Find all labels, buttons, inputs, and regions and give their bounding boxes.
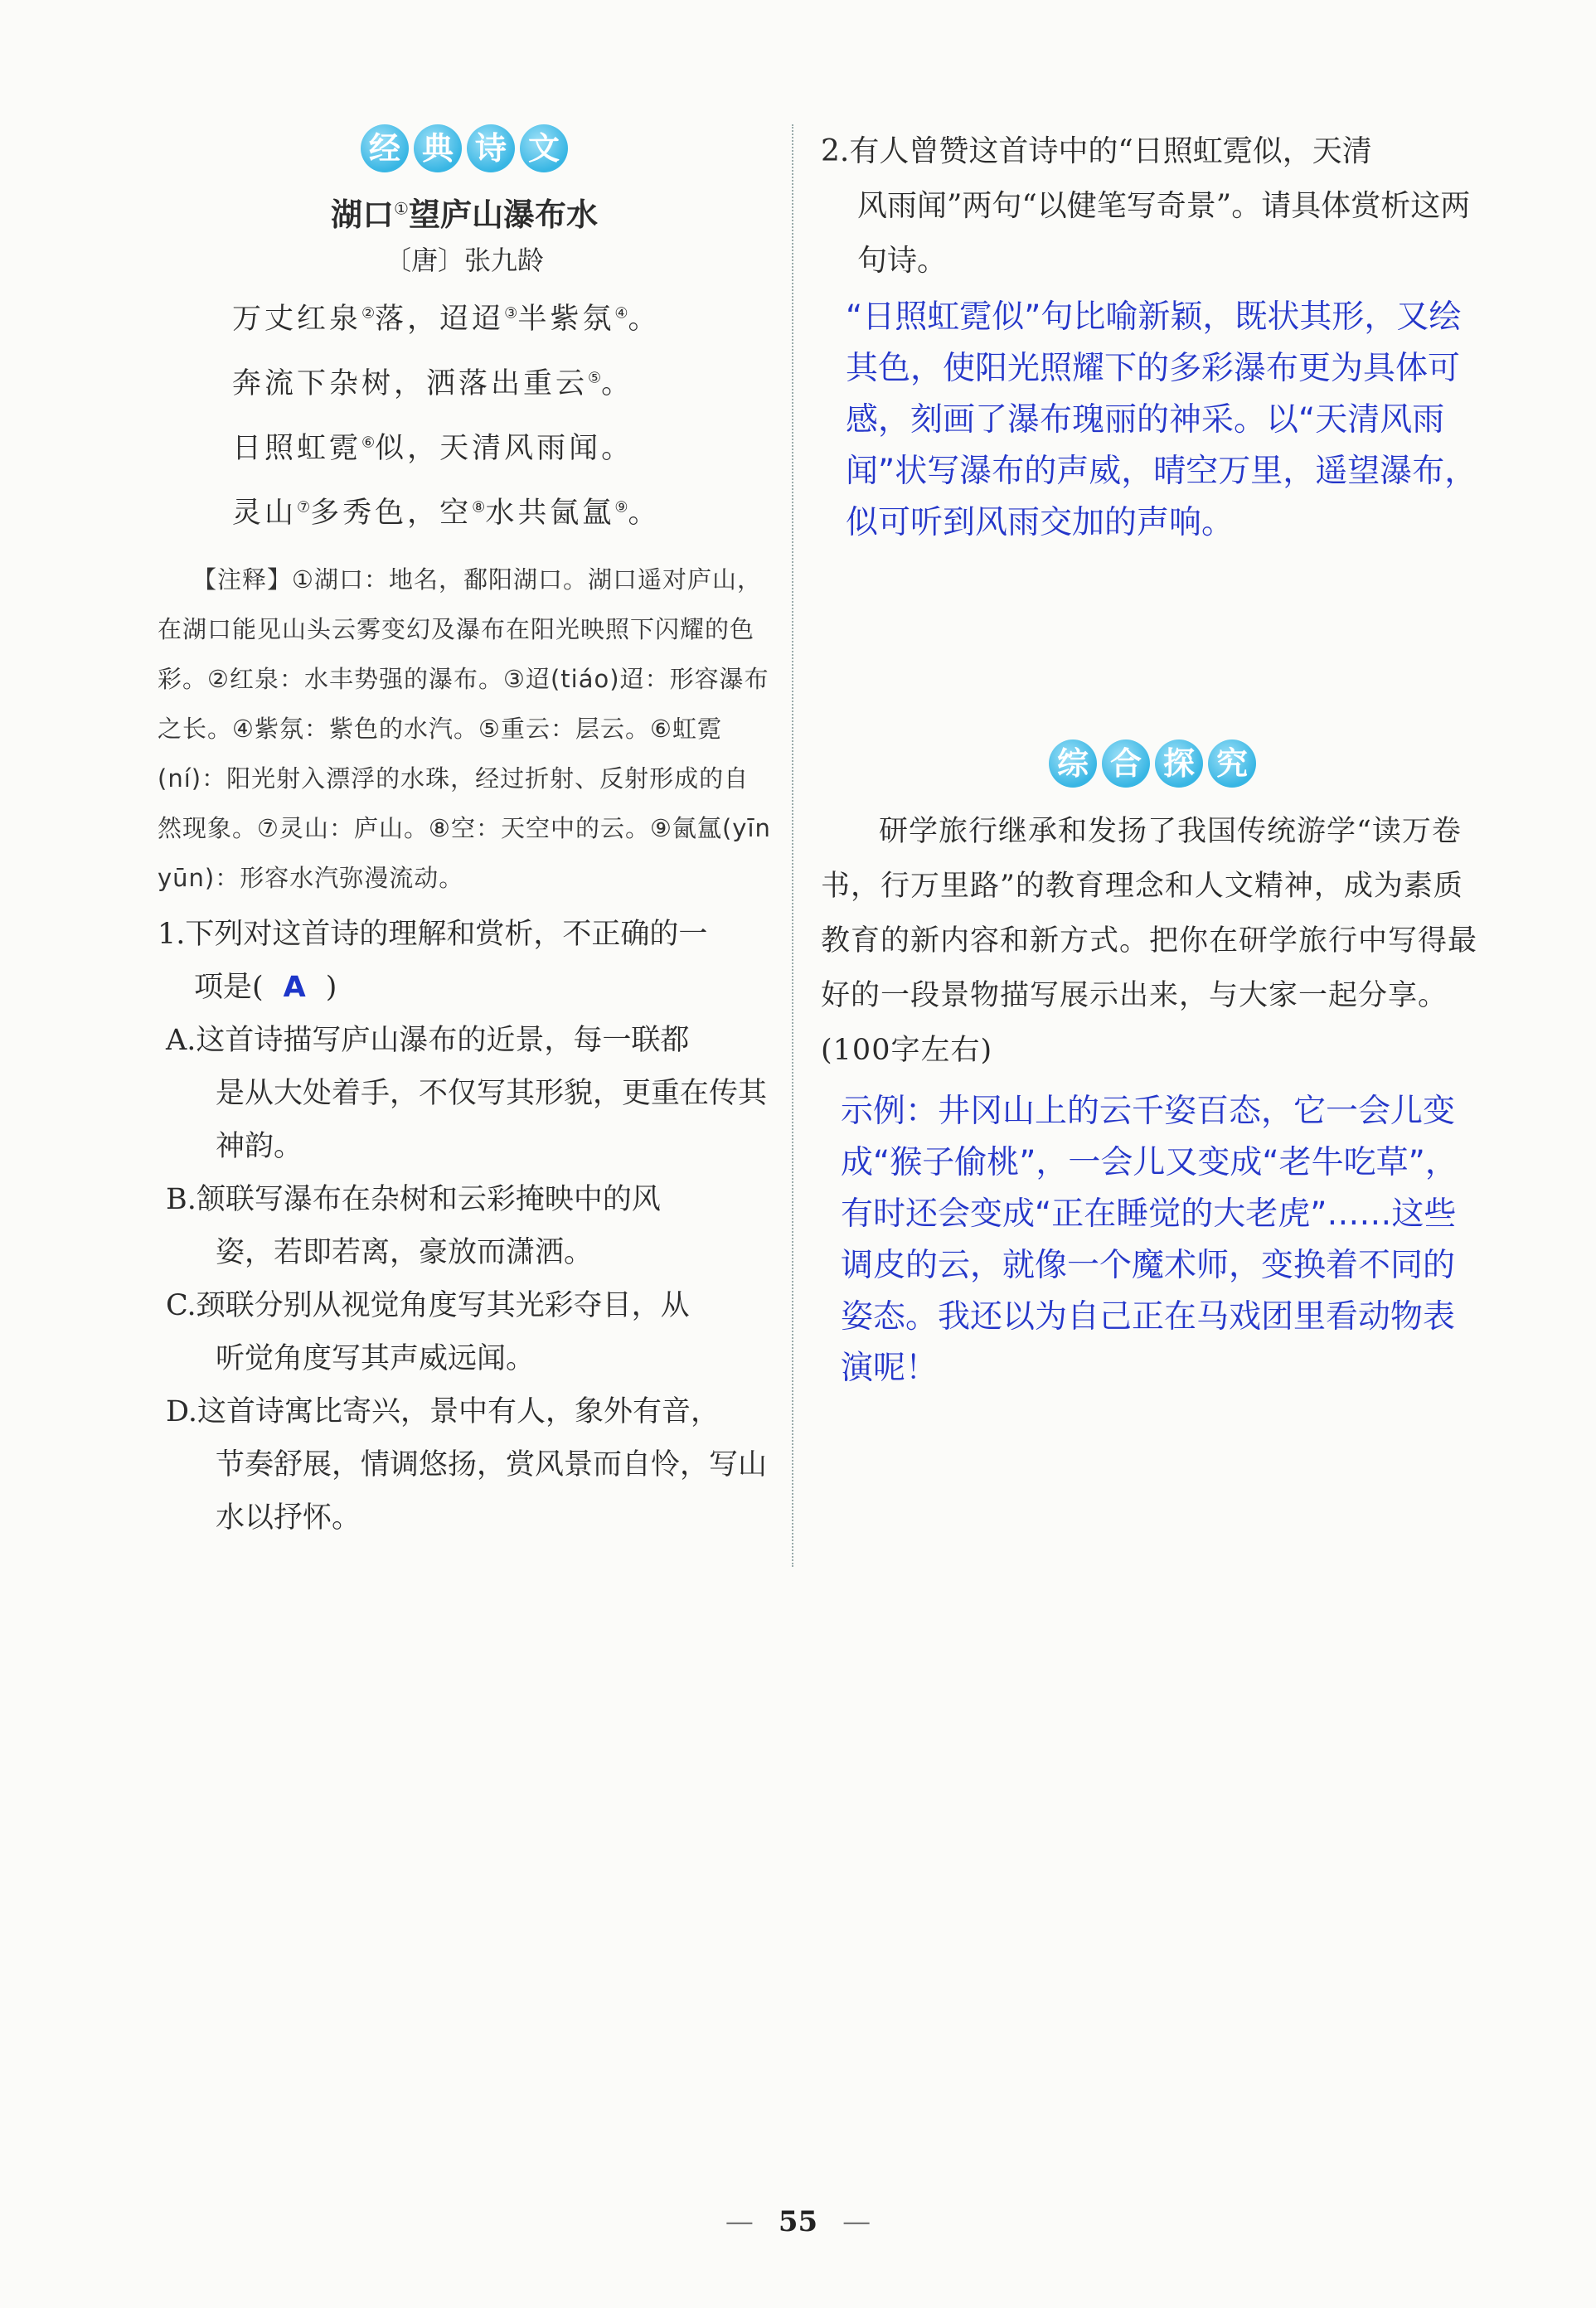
- section-comprehensive-inquiry: [821, 739, 1484, 1394]
- section-badge: 合: [1102, 739, 1150, 788]
- poem-author: 〔唐〕张九龄: [384, 245, 544, 276]
- option-b: B.颔联写瀑布在杂树和云彩掩映中的风 姿，若即若离，豪放而潇洒。: [166, 1183, 661, 1269]
- option-a: A.这首诗描写庐山瀑布的近景，每一联都 是从大处着手，不仅写其形貌，更重在传其神韵。: [166, 1024, 768, 1163]
- option-c: C.颈联分别从视觉角度写其光彩夺目，从 听觉角度写其声威远闻。: [166, 1289, 690, 1375]
- inquiry-prompt: 研学旅行继承和发扬了我国传统游学“读万卷书，行万里路”的教育理念和人文精神，成为素质教育的新内容和新方式。把你在研学旅行中写得最好的一段景物描写展示出来，与大家一起分享。(100字左右): [821, 815, 1478, 1067]
- poem-line: 万丈红泉②落，迢迢③半紫氛④。: [232, 303, 661, 336]
- poem-title-part2: 望庐山瀑布水: [408, 196, 598, 233]
- question-1-stem: 1.下列对这首诗的理解和赏析，不正确的一: [158, 918, 708, 951]
- left-column: [158, 124, 771, 1544]
- section-badge: 文: [520, 124, 568, 172]
- section-badge: 究: [1208, 739, 1256, 788]
- page-number: — 55 —: [725, 2205, 871, 2238]
- section-header-inquiry: [821, 739, 1484, 788]
- question-1: [158, 908, 771, 1544]
- question-1-stem-cont: 项是( A ): [194, 971, 337, 1004]
- poem-title: [158, 189, 771, 235]
- section-badge: 探: [1155, 739, 1203, 788]
- poem-line: 日照虹霓⑥似，天清风雨闻。: [232, 432, 634, 465]
- section-badge: 经: [361, 124, 409, 172]
- section-badge: 诗: [467, 124, 515, 172]
- section-header-classic-poetry: [158, 124, 771, 172]
- question-2: [821, 124, 1484, 288]
- poem-notes: 【注释】①湖口：地名，鄱阳湖口。湖口遥对庐山，在湖口能见山头云雾变幻及瀑布在阳光映照下闪耀的色彩。②红泉：水丰势强的瀑布。③迢(tiáo)迢：形容瀑布之长。④紫氛：紫色的水汽。⑤重云：层云。⑥虹霓(ní)：阳光射入漂浮的水珠，经过折射、反射形成的自然现象。⑦灵山：庐山。⑧空：天空中的云。⑨氤氲(yīn yūn)：形容水汽弥漫流动。: [158, 565, 771, 892]
- section-badge: 综: [1049, 739, 1097, 788]
- poem-title-part1: 湖口: [331, 196, 395, 233]
- right-column: [821, 124, 1484, 1394]
- question-1-answer: A: [283, 971, 306, 1004]
- footnote-marker: ①: [394, 198, 409, 219]
- column-divider: [792, 124, 793, 1567]
- question-2-stem-cont: 风雨闻”两句“以健笔写奇景”。请具体赏析这两句诗。: [857, 189, 1471, 278]
- section-badge: 典: [414, 124, 462, 172]
- question-2-stem: 2.有人曾赞这首诗中的“日照虹霓似，天清: [821, 134, 1372, 168]
- option-d: D.这首诗寓比寄兴，景中有人，象外有音， 节奏舒展，情调悠扬，赏风景而自怜，写山水以抒怀。: [166, 1395, 768, 1535]
- inquiry-example-answer: 示例：井冈山上的云千姿百态，它一会儿变成“猴子偷桃”，一会儿又变成“老牛吃草”，有时还会变成“正在睡觉的大老虎”……这些调皮的云，就像一个魔术师，变换着不同的姿态。我还以为自己正在马戏团里看动物表演呢！: [841, 1093, 1458, 1387]
- poem-line: 奔流下杂树，洒落出重云⑤。: [232, 367, 634, 400]
- poem-line: 灵山⑦多秀色，空⑧水共氤氲⑨。: [232, 497, 661, 530]
- question-2-answer: “日照虹霓似”句比喻新颖，既状其形，又绘其色，使阳光照耀下的多彩瀑布更为具体可感，刻画了瀑布瑰丽的神采。以“天清风雨闻”状写瀑布的声威，晴空万里，遥望瀑布，似可听到风雨交加的声响。: [846, 298, 1477, 541]
- page-number-value: 55: [778, 2205, 818, 2238]
